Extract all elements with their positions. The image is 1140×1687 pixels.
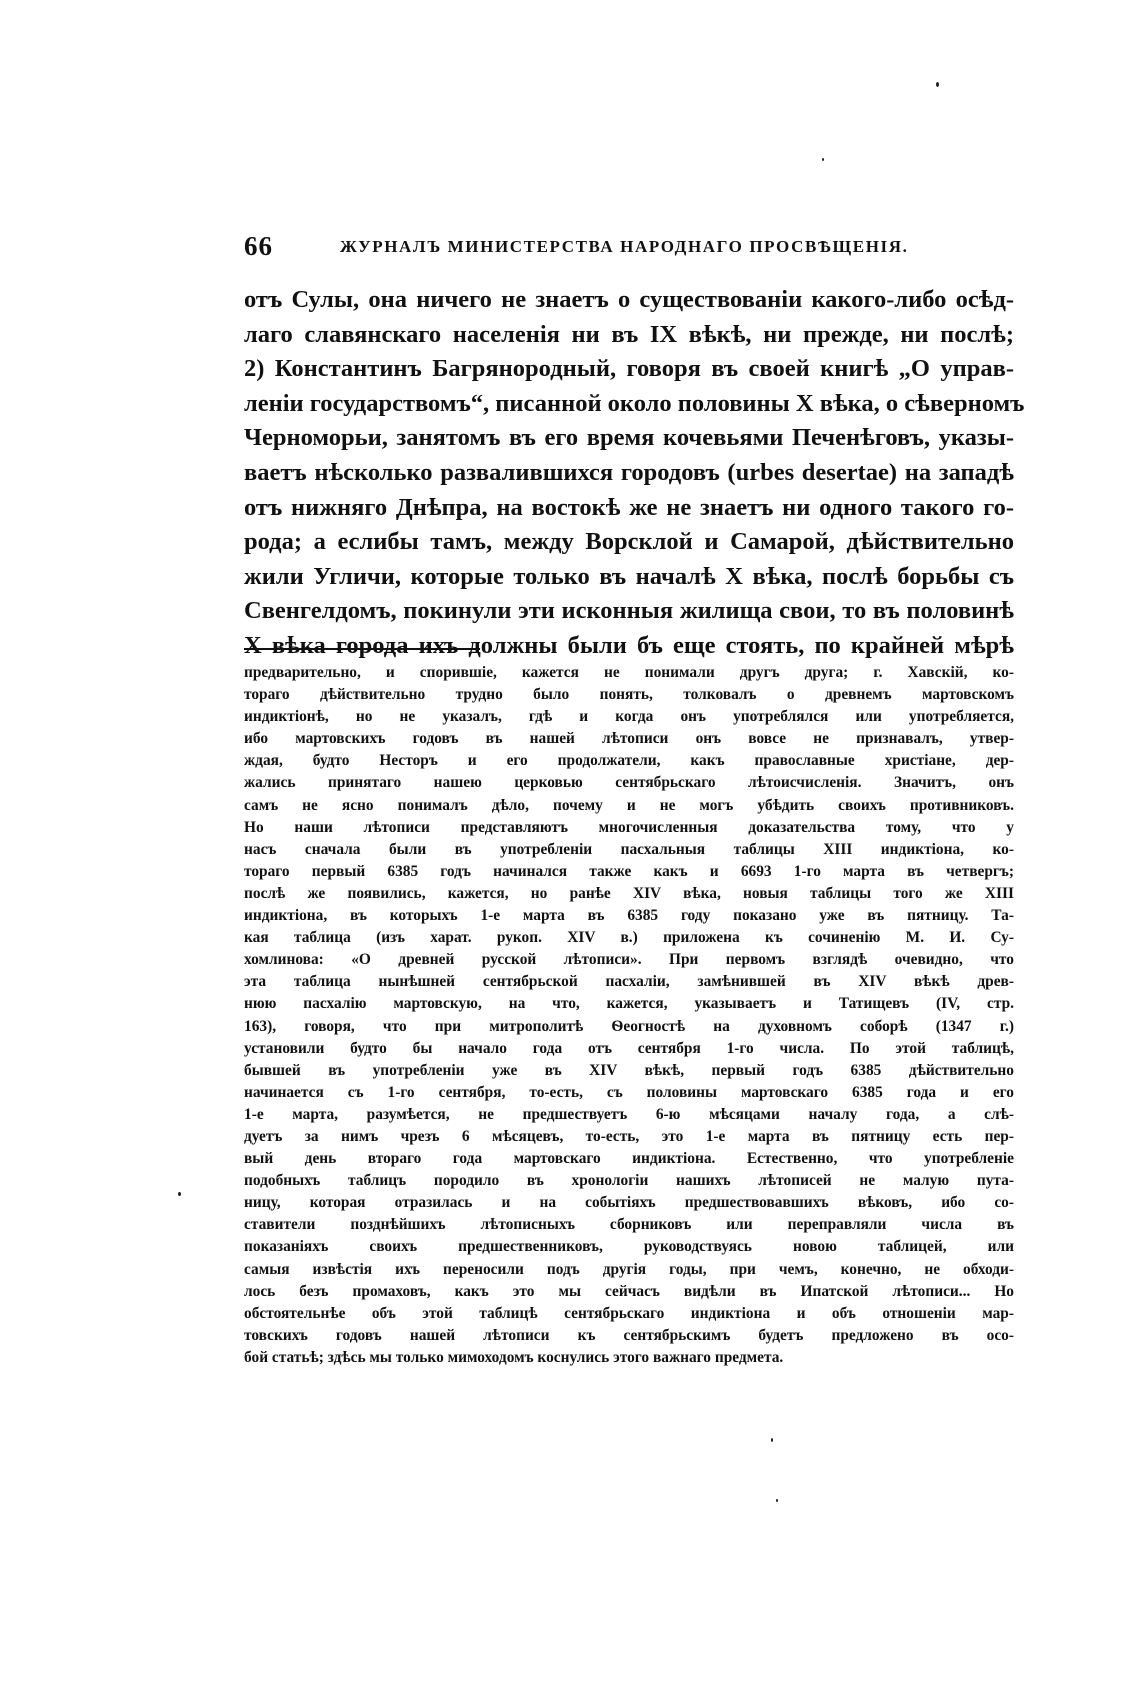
footnote-line: 163), говоря, что при митрополитѣ Ѳеогностѣ на духовномъ соборѣ (1347 г.) [244, 1017, 1014, 1035]
page-header [244, 231, 1014, 265]
body-text-line: леніи государствомъ“, писанной около половины X вѣка, о сѣверномъ [244, 389, 1025, 417]
footnote-line: тораго первый 6385 годъ начинался также какъ и 6693 1-го марта въ четвергъ; [244, 862, 1014, 880]
footnote-line: предварительно, и спорившіе, кажется не понимали другъ друга; г. Хавскій, ко- [244, 664, 1014, 681]
body-text-line: жили Угличи, которые только въ началѣ X вѣка, послѣ борьбы съ [244, 562, 1014, 590]
body-text-line: отъ Сулы, она ничего не знаетъ о существованіи какого-либо осѣд- [244, 286, 1014, 313]
body-text-line: лаго славянскаго населенія ни въ IX вѣкѣ, ни прежде, ни послѣ; [244, 320, 1014, 348]
scan-speck-4 [771, 1438, 773, 1442]
body-text-line: ваетъ нѣсколько развалившихся городовъ (urbes desertae) на западѣ [244, 458, 1014, 486]
footnote-line: ибо мартовскихъ годовъ въ нашей лѣтописи онъ вовсе не признавалъ, утвер- [244, 730, 1014, 748]
footnote-line: бывшей въ употребленіи уже въ XIV вѣкѣ, первый годъ 6385 дѣйствительно [244, 1061, 1014, 1079]
main-text [244, 283, 1025, 664]
footnote-line: дуетъ за нимъ чрезъ 6 мѣсяцевъ, то-есть, это 1-е марта въ пятницу есть пер- [244, 1127, 1014, 1145]
page-number: 66 [244, 231, 273, 261]
footnote-line: установили будто бы начало года отъ сентября 1-го числа. По этой таблицѣ, [244, 1039, 1014, 1057]
footnote-line: ницу, которая отразилась и на событіяхъ предшествовавшихъ вѣковъ, ибо со- [244, 1194, 1014, 1212]
body-text-line: X вѣка города ихъ должны были бъ еще стоять, по крайней мѣрѣ [244, 631, 1014, 659]
scan-speck-5 [776, 1499, 778, 1502]
footnote-line: кая таблица (изъ харат. рукоп. XIV в.) приложена къ сочиненію М. И. Су- [244, 929, 1014, 947]
footnote-line: показаніяхъ своихъ предшественниковъ, руководствуясь новою таблицей, или [244, 1238, 1014, 1256]
footnote-line: Но наши лѣтописи представляютъ многочисленныя доказательства тому, что у [244, 818, 1014, 836]
footnote-line: лось безъ промаховъ, какъ это мы сейчасъ видѣли въ Ипатской лѣтописи... Но [244, 1282, 1014, 1300]
running-title: ЖУРНАЛЪ МИНИСТЕРСТВА НАРОДНАГО ПРОСВѢЩЕНІЯ. [340, 237, 909, 256]
scan-speck-2 [822, 158, 824, 161]
footnote-line: насъ сначала были въ употребленіи пасхальныя таблицы XIII индиктіона, ко- [244, 840, 1014, 858]
footnote-line: бой статьѣ; здѣсь мы только мимоходомъ коснулись этого важнаго предмета. [244, 1348, 784, 1366]
footnote-line: послѣ же появились, кажется, но ранѣе XIV вѣка, новыя таблицы того же XIII [244, 884, 1014, 902]
footnote-line: подобныхъ таблицъ породило въ хронологіи нашихъ лѣтописей не малую пута- [244, 1172, 1014, 1190]
footnote-line: обстоятельнѣе объ этой таблицѣ сентябрьскаго индиктіона и объ отношеніи мар- [244, 1304, 1014, 1322]
footnote-line: вый день втораго года мартовскаго индиктіона. Естественно, что употребленіе [244, 1150, 1014, 1168]
footnote-line: нюю пасхалію мартовскую, на что, кажется, указываетъ и Татищевъ (IV, стр. [244, 995, 1014, 1013]
footnote-line: тораго дѣйствительно трудно было понять, толковалъ о древнемъ мартовскомъ [244, 686, 1014, 704]
footnote-line: жались принятаго нашею церковью сентябрьскаго лѣтоисчисленія. Значитъ, онъ [244, 774, 1014, 792]
body-text-line: Свенгелдомъ, покинули эти исконныя жилища свои, то въ половинѣ [244, 597, 1014, 625]
body-text-line: отъ нижняго Днѣпра, на востокѣ же не знаетъ ни одного такого го- [244, 493, 1014, 521]
footnote-line: хомлинова: «О древней русской лѣтописи». При первомъ взглядѣ очевидно, что [244, 951, 1014, 969]
body-text-line: рода; а еслибы тамъ, между Ворсклой и Самарой, дѣйствительно [244, 528, 1014, 556]
footnote-divider [244, 648, 480, 650]
footnote-line: индиктіонѣ, но не указалъ, гдѣ и когда онъ употреблялся или употребляется, [244, 708, 1014, 726]
footnote-line: самъ не ясно понималъ дѣло, почему и не могъ убѣдить своихъ противниковъ. [244, 796, 1014, 814]
scan-speck-1 [936, 82, 939, 87]
body-text-line: 2) Константинъ Багрянородный, говоря въ своей книгѣ „О управ- [244, 355, 1014, 383]
footnote-line: 1-е марта, разумѣется, не предшествуетъ 6-ю мѣсяцами началу года, а слѣ- [244, 1105, 1014, 1123]
footnote-line: ставители позднѣйшихъ лѣтописныхъ сборниковъ или переправляли числа въ [244, 1216, 1014, 1234]
footnote-line: индиктіона, въ которыхъ 1-е марта въ 6385 году показано уже въ пятницу. Та- [244, 907, 1014, 925]
body-text-line: Черноморьи, занятомъ въ его время кочевьями Печенѣговъ, указы- [244, 424, 1014, 452]
footnote-line: ждая, будто Несторъ и его продолжатели, какъ православные христіане, дер- [244, 752, 1014, 770]
footnote [244, 662, 1014, 1369]
footnote-line: эта таблица нынѣшней сентябрьской пасхаліи, замѣнившей въ XIV вѣкѣ древ- [244, 973, 1014, 991]
footnote-line: товскихъ годовъ нашей лѣтописи къ сентябрьскимъ будетъ предложено въ осо- [244, 1326, 1014, 1344]
footnote-line: самыя извѣстія ихъ переносили подъ другія годы, при чемъ, конечно, не обходи- [244, 1260, 1014, 1278]
footnote-line: начинается съ 1-го сентября, то-есть, съ половины мартовскаго 6385 года и его [244, 1083, 1014, 1101]
scan-speck-3 [178, 1192, 181, 1196]
